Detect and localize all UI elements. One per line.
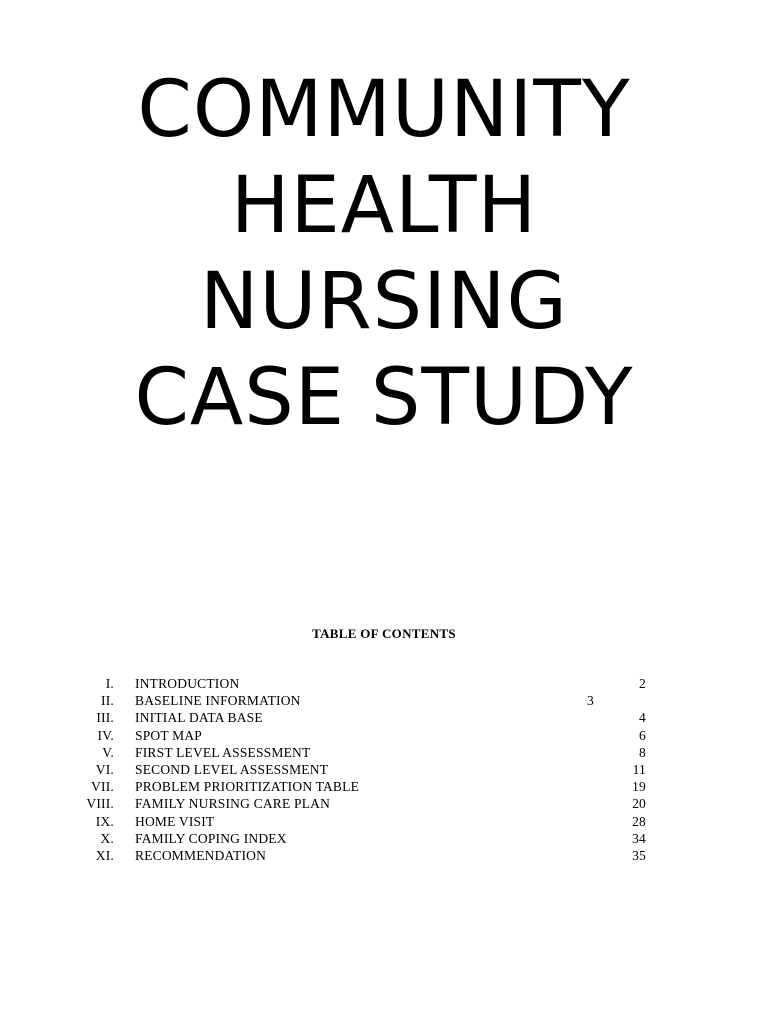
toc-entry-page: 8 — [639, 744, 646, 760]
toc-entry-label: INTRODUCTION — [135, 676, 240, 691]
toc-entry-label: RECOMMENDATION — [135, 847, 267, 863]
toc-entry-page: 34 — [632, 830, 646, 846]
toc-entry-page: 6 — [639, 727, 646, 743]
toc-entry-number: X. — [100, 830, 114, 846]
document-title — [0, 62, 768, 446]
title-line-1: COMMUNITY — [137, 65, 631, 155]
title-line-4: CASE STUDY — [134, 353, 634, 443]
toc-entry-family-coping-index — [0, 830, 768, 847]
toc-entry-label: FIRST LEVEL ASSESSMENT — [135, 744, 311, 760]
toc-entry-number: IX. — [95, 813, 114, 829]
toc-entry-baseline-information — [0, 692, 768, 709]
toc-entry-page: 11 — [632, 761, 646, 777]
toc-entry-page: 20 — [632, 796, 646, 812]
toc-entry-first-level-assessment — [0, 744, 768, 761]
toc-entry-number: III. — [96, 710, 114, 726]
toc-entry-spot-map — [0, 727, 768, 744]
toc-entry-number: XI. — [95, 847, 114, 863]
toc-entry-number: I. — [105, 676, 114, 691]
toc-entry-number: V. — [102, 744, 114, 760]
toc-entry-label: BASELINE INFORMATION — [135, 693, 301, 709]
toc-entry-home-visit — [0, 813, 768, 830]
toc-entry-page: 2 — [639, 676, 646, 691]
toc-entry-label: PROBLEM PRIORITIZATION TABLE — [135, 779, 360, 795]
toc-entry-second-level-assessment — [0, 761, 768, 778]
toc-entry-page: 4 — [639, 710, 646, 726]
toc-entry-problem-prioritization-table — [0, 778, 768, 795]
toc-entry-number: VI. — [95, 761, 114, 777]
toc-entry-label: INITIAL DATA BASE — [135, 710, 263, 726]
toc-entry-number: II. — [101, 693, 114, 709]
toc-entry-introduction — [0, 675, 768, 692]
toc-entry-page: 19 — [632, 779, 646, 795]
toc-entry-page: 28 — [632, 813, 646, 829]
toc-entry-recommendation — [0, 847, 768, 864]
toc-entry-number: VII. — [91, 779, 114, 795]
toc-entry-family-nursing-care-plan — [0, 795, 768, 812]
title-line-2: HEALTH — [230, 161, 538, 251]
title-line-3: NURSING — [200, 257, 568, 347]
toc-entry-label: FAMILY COPING INDEX — [135, 830, 287, 846]
toc-entry-label: FAMILY NURSING CARE PLAN — [135, 796, 331, 812]
toc-entry-number: IV. — [97, 727, 114, 743]
toc-entry-initial-data-base — [0, 709, 768, 726]
toc-heading: TABLE OF CONTENTS — [312, 626, 456, 641]
toc-entry-label: SECOND LEVEL ASSESSMENT — [135, 761, 329, 777]
toc-entry-page: 35 — [632, 847, 646, 863]
toc-entry-page: 3 — [587, 693, 594, 709]
table-of-contents — [0, 675, 768, 864]
toc-entry-label: SPOT MAP — [135, 727, 203, 743]
toc-entry-label: HOME VISIT — [135, 813, 215, 829]
toc-entry-number: VIII. — [86, 796, 114, 812]
